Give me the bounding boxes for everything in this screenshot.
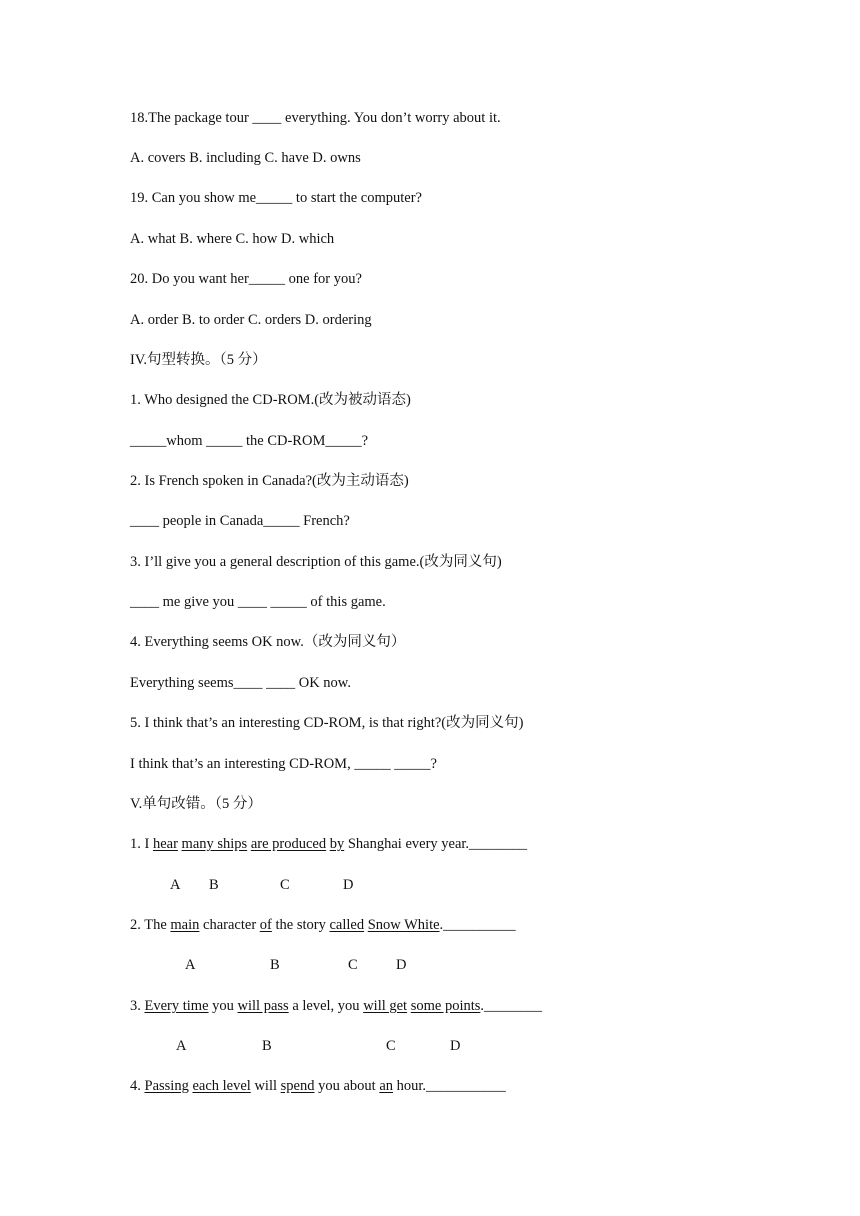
underlined-option-d: Snow White	[367, 917, 440, 933]
transform-answer-3: ____ me give you ____ _____ of this game.	[130, 594, 386, 610]
correction-sentence-2: 2. The main character of the story called Snow White.__________	[130, 917, 516, 933]
underlined-option-d: an	[379, 1078, 394, 1094]
underlined-option-b: many ships	[181, 836, 248, 852]
underlined-option-d: some points	[410, 998, 481, 1014]
question-18: 18.The package tour ____ everything. You don’t worry about it.	[130, 110, 501, 126]
option-letter-b: B	[270, 957, 280, 973]
underlined-option-b: each level	[192, 1078, 251, 1094]
underlined-option-a: Passing	[144, 1078, 189, 1094]
option-letter-a: A	[170, 877, 181, 893]
underlined-option-d: by	[329, 836, 345, 852]
section-5-title: V.单句改错。（5 分）	[130, 796, 262, 812]
correction-sentence-4: 4. Passing each level will spend you about an hour.___________	[130, 1078, 506, 1094]
option-letter-c: C	[348, 957, 358, 973]
underlined-option-c: are produced	[250, 836, 327, 852]
option-letter-b: B	[262, 1038, 272, 1054]
question-19: 19. Can you show me_____ to start the computer?	[130, 190, 422, 206]
option-letter-d: D	[343, 877, 354, 893]
option-letter-c: C	[386, 1038, 396, 1054]
option-letter-d: D	[396, 957, 407, 973]
option-letter-c: C	[280, 877, 290, 893]
option-letter-a: A	[185, 957, 196, 973]
transform-answer-2: ____ people in Canada_____ French?	[130, 513, 350, 529]
underlined-option-c: spend	[280, 1078, 315, 1094]
question-20-options: A. order B. to order C. orders D. ordering	[130, 312, 372, 328]
section-4-title: IV.句型转换。（5 分）	[130, 352, 267, 368]
transform-answer-5: I think that’s an interesting CD-ROM, _____ _____?	[130, 756, 437, 772]
transform-question-4: 4. Everything seems OK now.（改为同义句）	[130, 634, 406, 650]
question-20: 20. Do you want her_____ one for you?	[130, 271, 362, 287]
option-letter-d: D	[450, 1038, 461, 1054]
transform-answer-1: _____whom _____ the CD-ROM_____?	[130, 433, 369, 449]
option-letter-a: A	[176, 1038, 187, 1054]
underlined-option-b: of	[259, 917, 272, 933]
option-letter-b: B	[209, 877, 219, 893]
transform-question-3: 3. I’ll give you a general description of this game.(改为同义句)	[130, 554, 502, 570]
question-19-options: A. what B. where C. how D. which	[130, 231, 335, 247]
correction-sentence-3: 3. Every time you will pass a level, you will get some points.________	[130, 998, 543, 1014]
correction-sentence-1: 1. I hear many ships are produced by Shanghai every year.________	[130, 836, 528, 852]
underlined-option-a: Every time	[144, 998, 209, 1014]
underlined-option-c: called	[329, 917, 365, 933]
underlined-option-a: main	[170, 917, 200, 933]
question-18-options: A. covers B. including C. have D. owns	[130, 150, 361, 166]
transform-question-2: 2. Is French spoken in Canada?(改为主动语态)	[130, 473, 409, 489]
underlined-option-c: will get	[363, 998, 408, 1014]
underlined-option-a: hear	[152, 836, 178, 852]
transform-question-5: 5. I think that’s an interesting CD-ROM, is that right?(改为同义句)	[130, 715, 524, 731]
underlined-option-b: will pass	[237, 998, 289, 1014]
transform-question-1: 1. Who designed the CD-ROM.(改为被动语态)	[130, 392, 411, 408]
transform-answer-4: Everything seems____ ____ OK now.	[130, 675, 351, 691]
